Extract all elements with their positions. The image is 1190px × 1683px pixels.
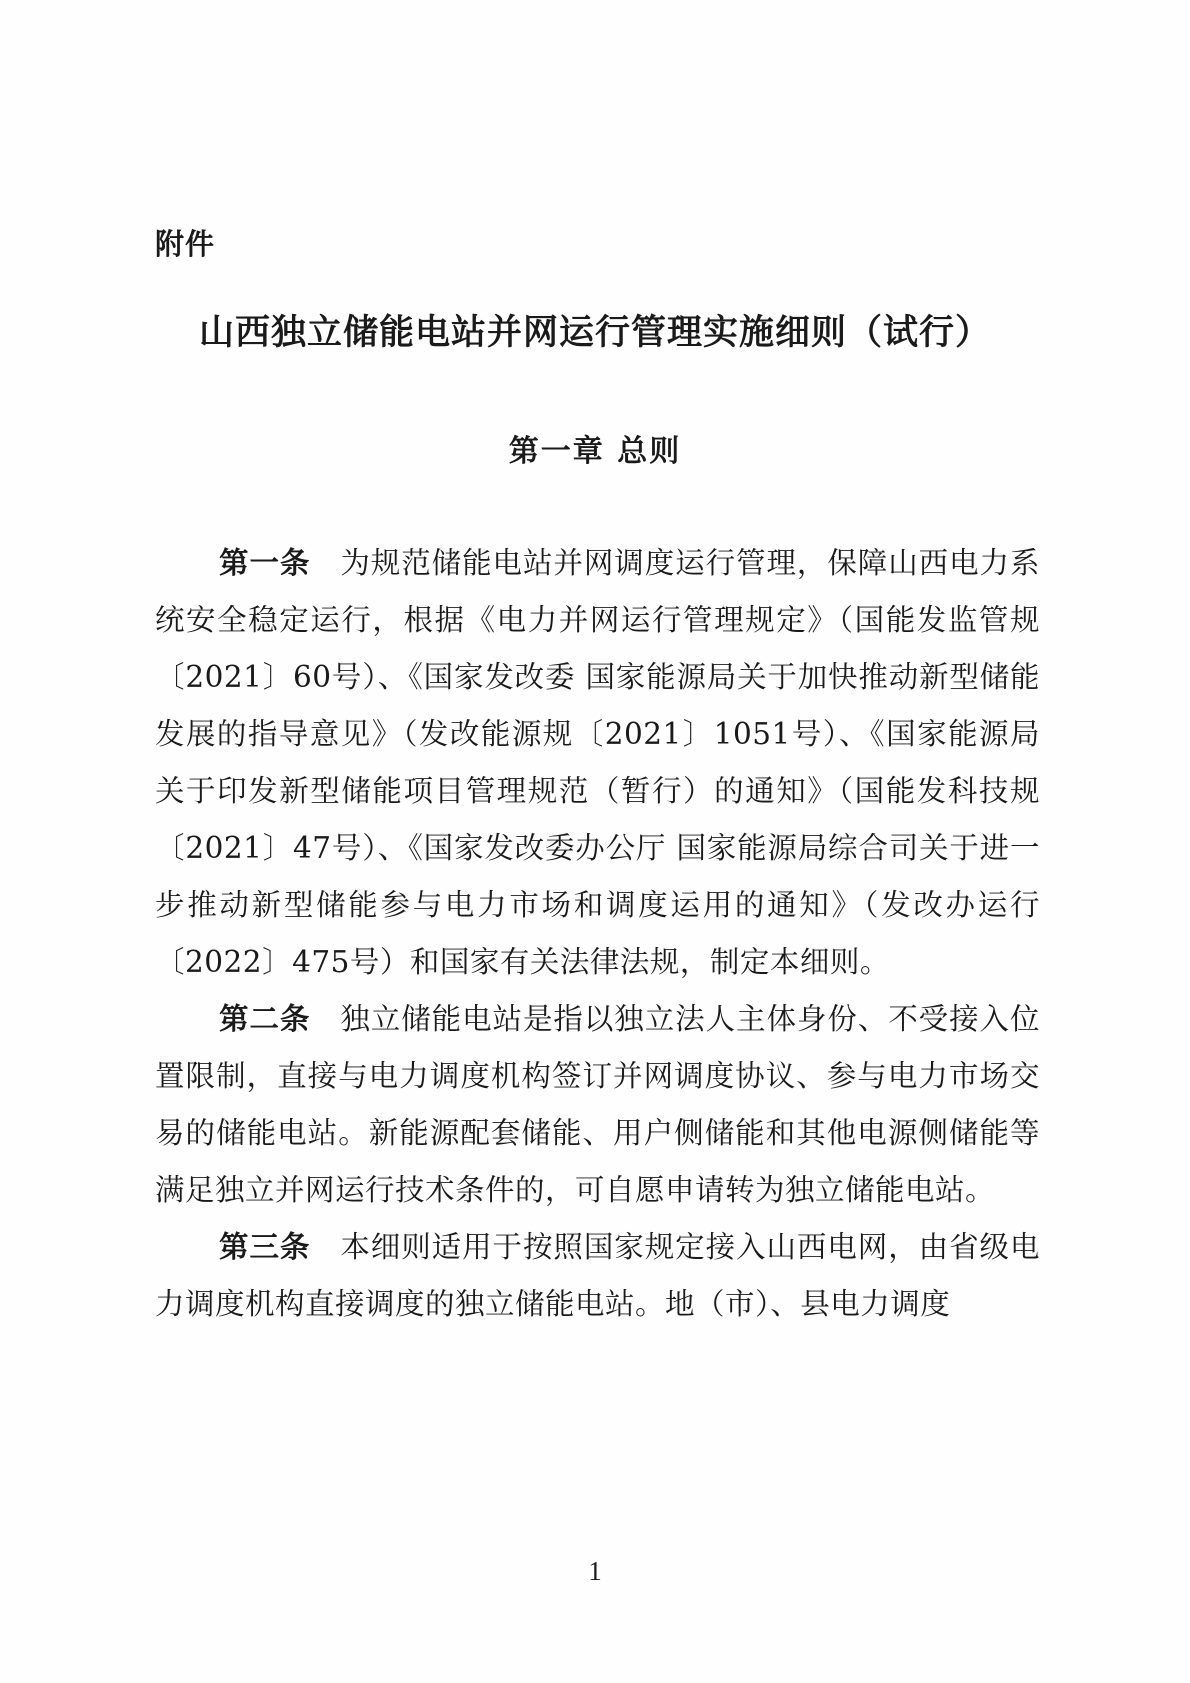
article-text: 独立储能电站是指以独立法人主体身份、不受接入位置限制，直接与电力调度机构签订并网调度协议、参与电力市场交易的储能电站。新能源配套储能、用户侧储能和其他电源侧储能等满足独立并网运行技术条件的，可自愿申请转为独立储能电站。 — [155, 1002, 1040, 1207]
chapter-heading: 第一章 总则 — [508, 434, 682, 469]
document-title: 山西独立储能电站并网运行管理实施细则（试行） — [198, 313, 991, 353]
article-number: 第三条 — [219, 1230, 311, 1264]
article-2 — [155, 991, 1040, 1219]
article-1 — [155, 535, 1040, 991]
attachment-label: 附件 — [155, 227, 216, 261]
document-body — [155, 535, 1040, 1333]
article-text: 为规范储能电站并网调度运行管理，保障山西电力系统安全稳定运行，根据《电力并网运行管理规定》（国能发监管规〔2021〕60号）、《国家发改委 国家能源局关于加快推动新型储能发展的指导意见》（发改能源规〔2021〕1051号）、《国家能源局关于印发新型储能项目管理规范（暂行）的通知》（国能发科技规〔2021〕47号）、《国家发改委办公厅 国家能源局综合司关于进一步推动新型储能参与电力市场和调度运用的通知》（发改办运行〔2022〕475号）和国家有关法律法规，制定本细则。 — [155, 546, 1040, 979]
article-3 — [155, 1219, 1040, 1333]
article-number: 第二条 — [219, 1002, 311, 1036]
page-number: 1 — [588, 1556, 602, 1586]
article-number: 第一条 — [219, 546, 311, 580]
article-text: 本细则适用于按照国家规定接入山西电网，由省级电力调度机构直接调度的独立储能电站。地（市）、县电力调度 — [155, 1230, 1040, 1321]
